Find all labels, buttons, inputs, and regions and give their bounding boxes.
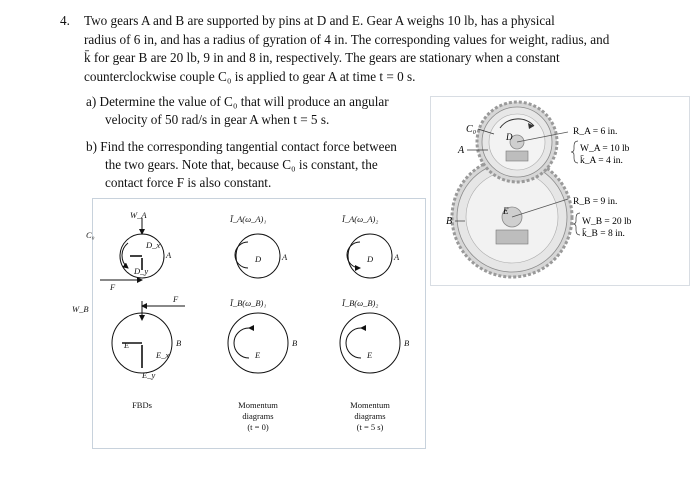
problem-text: [84, 12, 674, 86]
fbd-label-f1: F: [110, 282, 116, 292]
part-b-line-1: Find the corresponding tangential contact force between: [100, 139, 397, 154]
fbd-label-a: A: [166, 250, 172, 260]
gear-a-radius: R_A = 6 in.: [573, 127, 618, 137]
momentum-label-b2: B: [404, 338, 410, 348]
momentum-caption-2-line-3: (t = 5 s): [356, 422, 384, 432]
fbd-label-dx: D_x: [146, 240, 161, 250]
fbd-label-ex: E_x: [156, 350, 170, 360]
fbd-label-e: E: [124, 340, 130, 350]
momentum-label-e2: E: [367, 350, 373, 360]
fbd-caption: FBDs: [132, 400, 152, 410]
fbd-label-b: B: [176, 338, 182, 348]
momentum-label-b1: B: [292, 338, 298, 348]
gear-b-weight: W_B = 20 lb: [582, 217, 632, 227]
part-a: [86, 93, 416, 129]
gear-figure: [430, 96, 690, 286]
problem-line-3: k̄ for gear B are 20 lb, 9 in and 8 in, respectively. The gears are stationary when a constant: [84, 50, 560, 65]
momentum-gear-b-t5: [340, 313, 400, 373]
problem-line-4: counterclockwise couple C₀ is applied to gear A at time t = 0 s.: [84, 68, 416, 84]
gear-label-a: A: [458, 145, 465, 156]
gear-b-gyration: k̄_B = 8 in.: [582, 229, 625, 239]
momentum-label-ia1: Ī_A(ω_A)₁: [230, 214, 267, 224]
momentum-label-d2: D: [367, 254, 374, 264]
momentum-caption-2-line-1: Momentum: [350, 400, 390, 410]
gear-a-gyration: k̄_A = 4 in.: [580, 156, 623, 166]
part-a-label: a): [86, 94, 97, 109]
momentum-label-ib1: Ī_B(ω_B)₁: [230, 298, 267, 308]
momentum-caption-1-line-1: Momentum: [238, 400, 278, 410]
momentum-label-ia2: Ī_A(ω_A)₂: [342, 214, 379, 224]
gear-label-d: D: [506, 132, 513, 142]
gear-a-weight: W_A = 10 lb: [580, 144, 630, 154]
gear-label-e: E: [503, 206, 509, 216]
gear-b-radius: R_B = 9 in.: [573, 197, 618, 207]
part-b: [86, 138, 426, 192]
fbd-momentum-diagram: [60, 198, 430, 458]
fbd-label-f2: F: [173, 294, 179, 304]
fbd-label-wa: W_A: [130, 210, 147, 220]
gear-label-b: B: [446, 216, 453, 227]
problem-number: 4.: [60, 13, 70, 28]
momentum-label-ib2: Ī_B(ω_B)₂: [342, 298, 379, 308]
fbd-label-wb: W_B: [72, 304, 89, 314]
momentum-label-d1: D: [255, 254, 262, 264]
fbd-label-dy: D_y: [134, 266, 149, 276]
fbd-label-c0: C₀: [86, 230, 95, 240]
part-b-line-2: the two gears. Note that, because C₀ is constant, the: [105, 157, 378, 172]
problem-line-1: Two gears A and B are supported by pins at D and E. Gear A weighs 10 lb, has a physical: [84, 13, 555, 28]
momentum-label-e1: E: [255, 350, 261, 360]
momentum-gear-b-t0: [228, 313, 288, 373]
fbd-label-ey: E_y: [142, 370, 156, 380]
momentum-caption-2-line-2: diagrams: [354, 411, 386, 421]
part-b-label: b): [86, 139, 97, 154]
problem-line-2: radius of 6 in, and has a radius of gyration of 4 in. The corresponding values for weight, radius, and: [84, 31, 610, 47]
momentum-caption-1-line-3: (t = 0): [247, 422, 269, 432]
momentum-label-a2: A: [394, 252, 400, 262]
momentum-caption-1-line-2: diagrams: [242, 411, 274, 421]
part-a-line-2: velocity of 50 rad/s in gear A when t = 5 s.: [105, 112, 330, 127]
gear-label-c0: C₀: [466, 124, 477, 135]
momentum-label-a1: A: [282, 252, 288, 262]
part-a-line-1: Determine the value of C₀ that will produce an angular: [99, 94, 389, 109]
part-b-line-3: contact force F is also constant.: [105, 175, 272, 190]
